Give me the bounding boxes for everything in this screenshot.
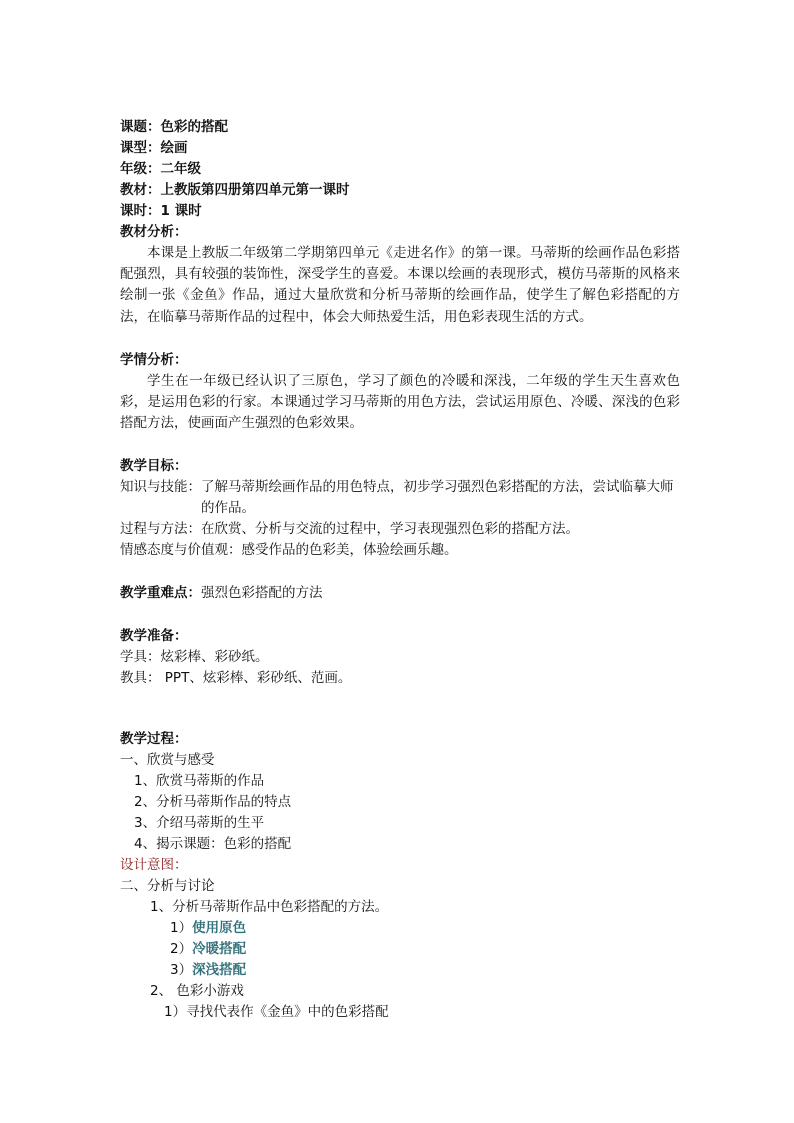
lesson-plan-document [120,117,680,1023]
key-points-label: 教学重难点： [120,585,201,602]
sub-item-number: 1） [170,920,193,937]
design-intent-label: 设计意图： [120,857,188,874]
student-analysis-body: 学生在一年级已经认识了三原色，学习了颜色的冷暖和深浅，二年级的学生天生喜欢色彩，是运用色彩的行家。本课通过学习马蒂斯的用色方法，尝试运用原色、冷暖、深浅的色彩搭配方法，使画面产生强烈的色彩效果。 [120,372,680,432]
objective-knowledge-label: 知识与技能： [120,479,201,496]
process-part2-title: 二、分析与讨论 [120,878,215,895]
list-item: 1、欣赏马蒂斯的作品 [134,773,265,790]
list-item: 1）寻找代表作《金鱼》中的色彩搭配 [164,1004,389,1021]
objectives-heading: 教学目标： [120,458,188,475]
preparation-teacher-tools: 教具： PPT、炫彩棒、彩砂纸、范画。 [120,670,352,687]
textbook-analysis-body: 本课是上教版二年级第二学期第四单元《走进名作》的第一课。马蒂斯的绘画作品色彩搭配强烈，具有较强的装饰性，深受学生的喜爱。本课以绘画的表现形式，模仿马蒂斯的风格来绘制一张《金鱼》作品，通过大量欣赏和分析马蒂斯的绘画作品，使学生了解色彩搭配的方法，在临摹马蒂斯作品的过程中，体会大师热爱生活，用色彩表现生活的方式。 [120,245,680,325]
objective-emotion: 情感态度与价值观：感受作品的色彩美，体验绘画乐趣。 [120,542,458,559]
objective-knowledge [120,477,680,519]
list-item: 2、分析马蒂斯作品的特点 [134,794,292,811]
list-item [120,960,680,981]
list-item [120,918,680,939]
lesson-textbook: 教材：上教版第四册第四单元第一课时 [120,182,350,198]
lesson-period: 课时：1 课时 [120,203,202,219]
process-heading: 教学过程： [120,731,188,748]
list-item: 1、分析马蒂斯作品中色彩搭配的方法。 [150,899,389,916]
lesson-topic: 课题：色彩的搭配 [120,119,228,135]
sub-item-text: 深浅搭配 [192,962,247,979]
list-item: 3、介绍马蒂斯的生平 [134,815,265,832]
sub-item-text: 冷暖搭配 [192,941,247,958]
list-item [120,939,680,960]
sub-item-number: 3） [170,962,193,979]
textbook-analysis-heading: 教材分析： [120,224,188,240]
objective-process: 过程与方法：在欣赏、分析与交流的过程中，学习表现强烈色彩的搭配方法。 [120,521,579,538]
lesson-grade: 年级：二年级 [120,161,201,177]
sub-item-number: 2） [170,941,193,958]
sub-item-text: 使用原色 [192,920,247,937]
list-item: 4、揭示课题：色彩的搭配 [134,836,292,853]
preparation-heading: 教学准备： [120,628,188,645]
objective-knowledge-text: 了解马蒂斯绘画作品的用色特点，初步学习强烈色彩搭配的方法，尝试临摹大师的作品。 [201,479,674,517]
list-item: 2、 色彩小游戏 [150,983,244,1000]
lesson-type: 课型：绘画 [120,140,188,156]
process-part1-title: 一、欣赏与感受 [120,752,215,769]
student-analysis-heading: 学情分析： [120,351,188,368]
key-points-text: 强烈色彩搭配的方法 [201,585,323,602]
preparation-student-tools: 学具：炫彩棒、彩砂纸。 [120,649,269,666]
key-points [120,583,680,604]
